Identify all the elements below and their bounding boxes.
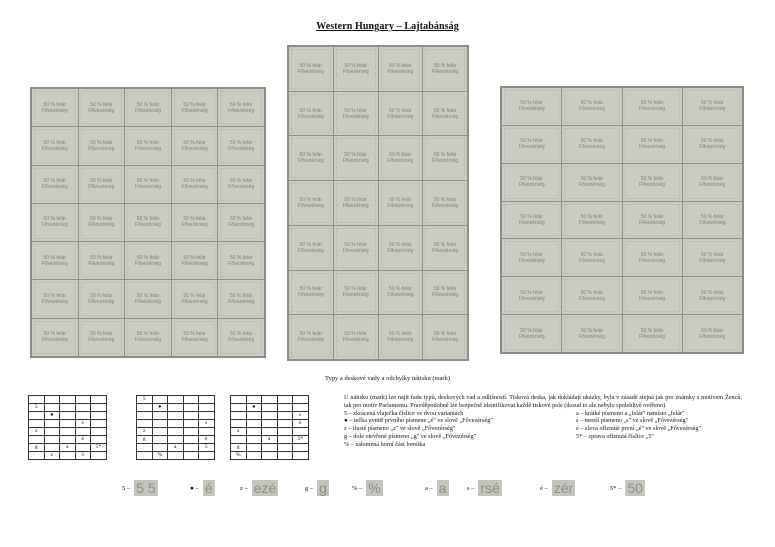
grid-cell — [60, 396, 76, 404]
grid-cell — [277, 420, 293, 428]
grid-cell — [152, 436, 168, 444]
sample-a: a – a — [425, 480, 447, 496]
stamp: 50 % felár Fővezérség — [379, 271, 423, 315]
grid-cell — [183, 396, 199, 404]
stamp: 50 % felár Fővezérség — [79, 204, 125, 241]
stamp: 50 % felár Fővezérség — [502, 315, 561, 352]
grid-cell — [293, 452, 309, 460]
grid-cell — [246, 444, 262, 452]
grid-cell: g — [231, 444, 247, 452]
grid-cell — [60, 404, 76, 412]
grid-cell — [262, 404, 278, 412]
sample-percent: % – % — [352, 480, 381, 496]
grid-cell: g — [137, 436, 153, 444]
stamp: 50 % felár Fővezérség — [334, 181, 378, 225]
stamp: 50 % felár Fővezérség — [79, 166, 125, 203]
grid-cell — [168, 428, 184, 436]
grid-cell — [277, 396, 293, 404]
plate-grid-3 — [230, 395, 309, 460]
stamp: 50 % felár Fővezérség — [423, 226, 467, 270]
grid-cell: 5 — [137, 396, 153, 404]
stamp: 50 % felár Fővezérség — [562, 239, 621, 276]
grid-cell — [91, 412, 107, 420]
grid-cell — [183, 420, 199, 428]
stamp: 50 % felár Fővezérség — [623, 202, 682, 239]
grid-cell — [231, 420, 247, 428]
stamp: 50 % felár Fővezérség — [334, 92, 378, 136]
grid-cell — [277, 436, 293, 444]
grid-cell: é — [293, 420, 309, 428]
stamp: 50 % felár Fővezérség — [218, 89, 264, 126]
stamp: 50 % felár Fővezérség — [125, 280, 171, 317]
stamp: 50 % felár Fővezérség — [502, 202, 561, 239]
grid-cell — [262, 428, 278, 436]
stamp: 50 % felár Fővezérség — [289, 136, 333, 180]
stamp: 50 % felár Fővezérség — [623, 277, 682, 314]
stamp: 50 % felár Fővezérség — [379, 181, 423, 225]
grid-cell: g — [29, 444, 45, 452]
grid-cell — [168, 404, 184, 412]
grid-cell — [29, 420, 45, 428]
grid-cell — [152, 444, 168, 452]
stamp: 50 % felár Fővezérség — [379, 136, 423, 180]
grid-cell — [168, 436, 184, 444]
stamp: 50 % felár Fővezérség — [79, 127, 125, 164]
stamp: 50 % felár Fővezérség — [125, 127, 171, 164]
grid-cell: s — [293, 412, 309, 420]
sample-e: é – zér — [540, 480, 574, 496]
grid-cell — [44, 396, 60, 404]
grid-cell: z — [29, 428, 45, 436]
stamp: 50 % felár Fővezérség — [289, 181, 333, 225]
grid-cell — [246, 420, 262, 428]
grid-cell: ● — [44, 412, 60, 420]
grid-cell — [262, 420, 278, 428]
stamp: 50 % felár Fővezérség — [32, 204, 78, 241]
stamp: 50 % felár Fővezérség — [79, 280, 125, 317]
legend-item: 5 – zkrácená vlaječka číslice ve dvou variantách — [344, 409, 464, 417]
stamp: 50 % felár Fővezérség — [423, 136, 467, 180]
stamp: 50 % felár Fővezérség — [172, 242, 218, 279]
grid-cell — [137, 452, 153, 460]
stamp: 50 % felár Fővezérség — [562, 277, 621, 314]
stamp: 50 % felár Fővezérség — [623, 88, 682, 125]
legend-left — [344, 410, 576, 449]
stamp: 50 % felár Fővezérség — [623, 315, 682, 352]
stamp: 50 % felár Fővezérség — [172, 204, 218, 241]
stamp: 50 % felár Fővezérség — [218, 166, 264, 203]
grid-cell — [199, 396, 215, 404]
legend-item: ● – tečka uvnitř prvního písmene „é" ve slově „Fővezérség" — [344, 417, 493, 425]
stamp: 50 % felár Fővezérség — [289, 271, 333, 315]
stamp: 50 % felár Fővezérség — [423, 92, 467, 136]
grid-cell — [152, 428, 168, 436]
grid-cell — [152, 396, 168, 404]
stamp: 50 % felár Fővezérség — [562, 202, 621, 239]
stamp: 50 % felár Fővezérség — [172, 280, 218, 317]
legend-item: z – tlusté písmeno „z" ve slově „Fővezérség" — [344, 425, 456, 433]
grid-cell — [199, 404, 215, 412]
legend-right — [576, 410, 742, 449]
sample-dot: ● – é — [190, 480, 213, 496]
stamp: 50 % felár Fővezérség — [562, 126, 621, 163]
stamp: 50 % felár Fővezérség — [289, 315, 333, 359]
grid-cell — [183, 428, 199, 436]
grid-cell: 5 — [75, 452, 91, 460]
stamp: 50 % felár Fővezérség — [125, 242, 171, 279]
grid-cell — [44, 404, 60, 412]
stamp: 50 % felár Fővezérség — [379, 315, 423, 359]
grid-cell — [168, 452, 184, 460]
stamp-sheet-center — [287, 45, 469, 361]
legend-item: 5* – zprava oříznutá číslice „5" — [576, 432, 654, 440]
stamp: 50 % felár Fővezérség — [623, 164, 682, 201]
stamp: 50 % felár Fővezérség — [334, 315, 378, 359]
grid-cell — [29, 436, 45, 444]
stamp: 50 % felár Fővezérség — [218, 204, 264, 241]
stamp: 50 % felár Fővezérség — [289, 226, 333, 270]
legend — [344, 394, 742, 449]
grid-cell: % — [152, 452, 168, 460]
stamp: 50 % felár Fővezérség — [32, 280, 78, 317]
stamp: 50 % felár Fővezérség — [289, 92, 333, 136]
grid-cell — [231, 396, 247, 404]
stamp: 50 % felár Fővezérség — [289, 47, 333, 91]
grid-cell — [60, 436, 76, 444]
grid-cell — [262, 444, 278, 452]
grid-cell — [44, 444, 60, 452]
grid-cell — [137, 404, 153, 412]
stamp: 50 % felár Fővezérség — [79, 242, 125, 279]
grid-cell — [91, 428, 107, 436]
grid-cell — [75, 428, 91, 436]
grid-cell — [44, 420, 60, 428]
stamp: 50 % felár Fővezérség — [218, 242, 264, 279]
stamp: 50 % felár Fővezérség — [32, 242, 78, 279]
stamp: 50 % felár Fővezérség — [683, 239, 742, 276]
grid-cell — [293, 428, 309, 436]
stamp: 50 % felár Fővezérség — [218, 319, 264, 356]
stamp: 50 % felár Fővezérség — [562, 164, 621, 201]
stamp: 50 % felár Fővezérség — [79, 89, 125, 126]
grid-cell — [199, 452, 215, 460]
grid-cell — [137, 420, 153, 428]
grid-cell — [91, 396, 107, 404]
stamp: 50 % felár Fővezérség — [125, 204, 171, 241]
grid-cell — [183, 452, 199, 460]
grid-cell — [246, 436, 262, 444]
grid-cell — [29, 412, 45, 420]
stamp: 50 % felár Fővezérség — [172, 89, 218, 126]
stamp: 50 % felár Fővezérség — [218, 280, 264, 317]
grid-cell — [231, 404, 247, 412]
grid-cell — [277, 452, 293, 460]
grid-cell — [137, 412, 153, 420]
grid-cell: 5* — [293, 436, 309, 444]
stamp: 50 % felár Fővezérség — [32, 166, 78, 203]
grid-cell — [183, 444, 199, 452]
stamp: 50 % felár Fővezérség — [502, 164, 561, 201]
grid-cell — [168, 412, 184, 420]
grid-cell — [75, 444, 91, 452]
stamp: 50 % felár Fővezérség — [423, 315, 467, 359]
grid-cell: 5 — [29, 404, 45, 412]
grid-cell: z — [231, 428, 247, 436]
sample-s: s – rsé — [467, 480, 500, 496]
grid-cell — [231, 412, 247, 420]
grid-cell — [199, 412, 215, 420]
grid-cell: é — [199, 436, 215, 444]
stamp: 50 % felár Fővezérség — [32, 127, 78, 164]
grid-cell — [60, 420, 76, 428]
sample-g: g – g — [305, 480, 327, 496]
stamp: 50 % felár Fővezérség — [562, 315, 621, 352]
grid-cell: ● — [152, 404, 168, 412]
grid-cell — [152, 420, 168, 428]
plate-grid-1 — [28, 395, 107, 460]
sample-5star: 5* – 50 — [610, 480, 643, 496]
legend-item: s – menší písmeno „s" ve slově „Fővezérség" — [576, 417, 689, 425]
grid-cell — [60, 452, 76, 460]
legend-intro: U nátisku (mark) lze najít řadu typů, deskových vad a odlišností. Tisková deska, jak dokládají ukázky, byla v zásadě stejná jak pro známky s motivem Ženců, tak pro motiv Parlamentu. Pravděpodobně lze bezpečně identifikovat každé tiskové pole (dosud to ale nebylo spolehlivě ověřeno). — [344, 394, 742, 409]
grid-cell — [91, 404, 107, 412]
grid-cell — [29, 452, 45, 460]
grid-cell: ● — [246, 404, 262, 412]
grid-cell — [199, 428, 215, 436]
grid-cell: a — [168, 444, 184, 452]
grid-cell — [60, 412, 76, 420]
stamp: 50 % felár Fővezérség — [125, 166, 171, 203]
stamp: 50 % felár Fővezérség — [79, 319, 125, 356]
stamp: 50 % felár Fővezérség — [683, 126, 742, 163]
stamp: 50 % felár Fővezérség — [623, 239, 682, 276]
stamp: 50 % felár Fővezérség — [32, 89, 78, 126]
stamp: 50 % felár Fővezérség — [379, 226, 423, 270]
legend-row — [344, 410, 742, 449]
stamp: 50 % felár Fővezérség — [334, 136, 378, 180]
stamp: 50 % felár Fővezérség — [423, 47, 467, 91]
grid-cell — [168, 420, 184, 428]
grid-cell — [91, 436, 107, 444]
stamp: 50 % felár Fővezérség — [218, 127, 264, 164]
stamp: 50 % felár Fővezérség — [334, 271, 378, 315]
stamp-sheet-left — [30, 87, 266, 358]
grid-cell — [75, 396, 91, 404]
sample-5: 5 – 5 5 — [122, 480, 156, 496]
stamp: 50 % felár Fővezérség — [502, 239, 561, 276]
grid-cell: s — [199, 420, 215, 428]
grid-cell: z — [44, 452, 60, 460]
grid-cell — [44, 428, 60, 436]
grid-cell — [44, 436, 60, 444]
stamp: 50 % felár Fővezérség — [423, 181, 467, 225]
stamp: 50 % felár Fővezérség — [423, 271, 467, 315]
grid-cell: z — [137, 428, 153, 436]
grid-cell — [246, 412, 262, 420]
grid-cell — [183, 436, 199, 444]
stamp: 50 % felár Fővezérség — [683, 88, 742, 125]
caption: Typy a deskové vady a odchylky nátisku (mark) — [325, 375, 450, 382]
stamp: 50 % felár Fővezérség — [562, 88, 621, 125]
grid-cell — [277, 444, 293, 452]
grid-cell: a — [60, 444, 76, 452]
stamp: 50 % felár Fővezérség — [502, 126, 561, 163]
sample-z: z – ezé — [240, 480, 277, 496]
page-title: Western Hungary – Lajtabánság — [316, 21, 459, 32]
grid-cell — [293, 444, 309, 452]
legend-item: g – dole otevřené písmeno „g" ve slově „Fővezérség" — [344, 432, 477, 440]
stamp: 50 % felár Fővezérség — [125, 319, 171, 356]
grid-cell — [75, 412, 91, 420]
stamp: 50 % felár Fővezérség — [683, 277, 742, 314]
grid-cell — [246, 396, 262, 404]
stamp: 50 % felár Fővezérség — [683, 164, 742, 201]
grid-cell — [168, 396, 184, 404]
grid-cell — [183, 412, 199, 420]
stamp: 50 % felár Fővezérség — [172, 127, 218, 164]
grid-cell — [293, 396, 309, 404]
grid-cell — [183, 404, 199, 412]
stamp: 50 % felár Fővezérség — [379, 92, 423, 136]
legend-item: é – zleva oříznuté první „é" ve slově „Fővezérség" — [576, 425, 701, 433]
legend-item: a – krátké písmeno a „felár" namísto „felár" — [576, 409, 685, 417]
grid-cell — [60, 428, 76, 436]
plate-grid-2 — [136, 395, 215, 460]
stamp: 50 % felár Fővezérség — [623, 126, 682, 163]
grid-cell — [277, 428, 293, 436]
stamp: 50 % felár Fővezérség — [334, 226, 378, 270]
grid-cell — [262, 452, 278, 460]
sample-strip — [0, 480, 775, 500]
stamp: 50 % felár Fővezérség — [334, 47, 378, 91]
stamp: 50 % felár Fővezérség — [172, 319, 218, 356]
stamp: 50 % felár Fővezérség — [172, 166, 218, 203]
legend-item: % – zalomená horní část lomítka — [344, 440, 426, 448]
grid-cell — [293, 404, 309, 412]
stamp: 50 % felár Fővezérség — [502, 277, 561, 314]
grid-cell — [246, 428, 262, 436]
grid-cell: a — [262, 436, 278, 444]
grid-cell — [152, 412, 168, 420]
grid-cell — [246, 452, 262, 460]
grid-cell — [277, 412, 293, 420]
grid-cell — [262, 412, 278, 420]
grid-cell — [231, 436, 247, 444]
grid-cell: % — [231, 452, 247, 460]
grid-cell: s — [75, 420, 91, 428]
grid-cell — [75, 404, 91, 412]
stamp: 50 % felár Fővezérség — [683, 202, 742, 239]
grid-cell — [91, 420, 107, 428]
stamp: 50 % felár Fővezérség — [379, 47, 423, 91]
stamp: 50 % felár Fővezérség — [32, 319, 78, 356]
grid-cell — [277, 404, 293, 412]
stamp: 50 % felár Fővezérség — [683, 315, 742, 352]
stamp: 50 % felár Fővezérség — [125, 89, 171, 126]
stamp: 50 % felár Fővezérség — [502, 88, 561, 125]
grid-cell — [29, 396, 45, 404]
grid-cell — [91, 452, 107, 460]
grid-cell — [137, 444, 153, 452]
grid-cell — [262, 396, 278, 404]
stamp-sheet-right — [500, 86, 744, 354]
grid-cell: é — [75, 436, 91, 444]
grid-cell: 5 — [199, 444, 215, 452]
grid-cell: 5* — [91, 444, 107, 452]
